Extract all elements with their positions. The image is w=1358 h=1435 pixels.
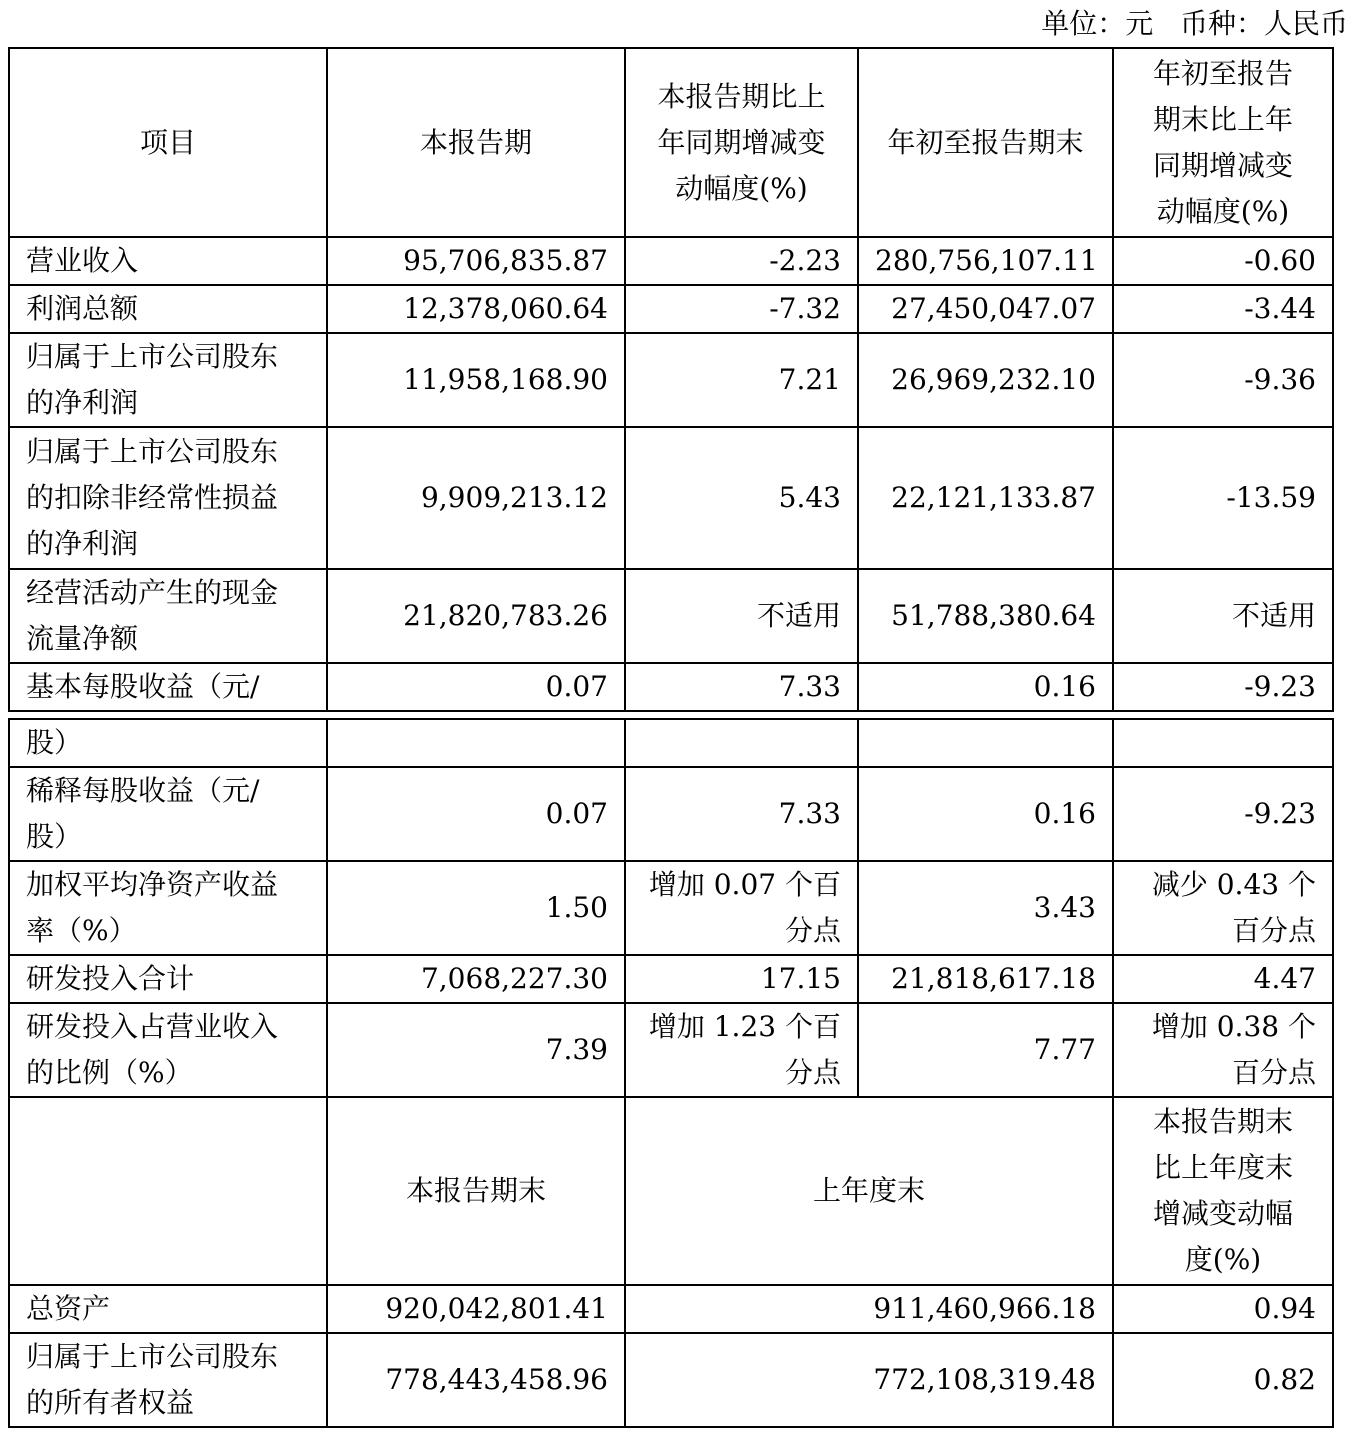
row-last-year-end: 772,108,319.48	[625, 1333, 1113, 1427]
balance-header-period-end: 本报告期末	[327, 1097, 625, 1285]
row-change: 0.82	[1113, 1333, 1333, 1427]
row-item: 加权平均净资产收益 率（%）	[9, 861, 327, 955]
row-item: 归属于上市公司股东 的扣除非经常性损益 的净利润	[9, 427, 327, 569]
header-current-change: 本报告期比上 年同期增减变 动幅度(%)	[625, 48, 858, 237]
row-current: 12,378,060.64	[327, 285, 625, 333]
row-current-change: 增加 1.23 个百 分点	[625, 1003, 858, 1097]
row-ytd: 27,450,047.07	[858, 285, 1113, 333]
table-row	[9, 1333, 1333, 1427]
row-ytd-change: -9.23	[1113, 767, 1333, 861]
row-current-change	[625, 719, 858, 767]
header-current: 本报告期	[327, 48, 625, 237]
row-current-change: 7.21	[625, 333, 858, 427]
row-current: 0.07	[327, 767, 625, 861]
row-current	[327, 719, 625, 767]
row-current-change: 7.33	[625, 767, 858, 861]
row-ytd-change: 4.47	[1113, 955, 1333, 1003]
table-row	[9, 427, 1333, 569]
table-row	[9, 569, 1333, 663]
table-row	[9, 1003, 1333, 1097]
row-period-end: 778,443,458.96	[327, 1333, 625, 1427]
row-item: 研发投入占营业收入 的比例（%）	[9, 1003, 327, 1097]
row-ytd: 3.43	[858, 861, 1113, 955]
row-item: 经营活动产生的现金 流量净额	[9, 569, 327, 663]
row-item: 利润总额	[9, 285, 327, 333]
row-ytd: 21,818,617.18	[858, 955, 1113, 1003]
row-ytd-change: -9.36	[1113, 333, 1333, 427]
table-row	[9, 333, 1333, 427]
row-current: 21,820,783.26	[327, 569, 625, 663]
row-current: 9,909,213.12	[327, 427, 625, 569]
row-ytd	[858, 719, 1113, 767]
row-item: 基本每股收益（元/	[9, 663, 327, 711]
row-ytd-change: -13.59	[1113, 427, 1333, 569]
row-ytd: 280,756,107.11	[858, 237, 1113, 285]
row-ytd-change: 增加 0.38 个 百分点	[1113, 1003, 1333, 1097]
row-ytd-change: -3.44	[1113, 285, 1333, 333]
table-row	[9, 719, 1333, 767]
table-row	[9, 955, 1333, 1003]
balance-header-row	[9, 1097, 1333, 1285]
row-current: 1.50	[327, 861, 625, 955]
row-current-change: -7.32	[625, 285, 858, 333]
balance-header-last-year-end: 上年度末	[625, 1097, 1113, 1285]
row-item: 营业收入	[9, 237, 327, 285]
balance-header-item	[9, 1097, 327, 1285]
table-row	[9, 861, 1333, 955]
header-ytd: 年初至报告期末	[858, 48, 1113, 237]
row-ytd-change: -9.23	[1113, 663, 1333, 711]
row-current-change: 17.15	[625, 955, 858, 1003]
row-current: 7.39	[327, 1003, 625, 1097]
row-item: 研发投入合计	[9, 955, 327, 1003]
row-item: 归属于上市公司股东 的所有者权益	[9, 1333, 327, 1427]
unit-currency-note: 单位：元 币种：人民币	[1041, 7, 1348, 40]
table-row	[9, 237, 1333, 285]
row-period-end: 920,042,801.41	[327, 1285, 625, 1333]
row-ytd: 26,969,232.10	[858, 333, 1113, 427]
row-current-change: 不适用	[625, 569, 858, 663]
row-ytd: 22,121,133.87	[858, 427, 1113, 569]
row-ytd: 0.16	[858, 767, 1113, 861]
row-item: 总资产	[9, 1285, 327, 1333]
row-ytd-change	[1113, 719, 1333, 767]
row-ytd: 51,788,380.64	[858, 569, 1113, 663]
row-item: 稀释每股收益（元/ 股）	[9, 767, 327, 861]
row-current: 95,706,835.87	[327, 237, 625, 285]
row-item: 归属于上市公司股东 的净利润	[9, 333, 327, 427]
row-ytd-change: -0.60	[1113, 237, 1333, 285]
row-ytd-change: 不适用	[1113, 569, 1333, 663]
financial-table-top	[8, 47, 1334, 712]
row-ytd-change: 减少 0.43 个 百分点	[1113, 861, 1333, 955]
table-row	[9, 663, 1333, 711]
header-ytd-change: 年初至报告 期末比上年 同期增减变 动幅度(%)	[1113, 48, 1333, 237]
row-change: 0.94	[1113, 1285, 1333, 1333]
header-item: 项目	[9, 48, 327, 237]
row-current: 7,068,227.30	[327, 955, 625, 1003]
row-last-year-end: 911,460,966.18	[625, 1285, 1113, 1333]
row-current-change: 7.33	[625, 663, 858, 711]
financial-table-bottom	[8, 718, 1334, 1428]
row-ytd: 0.16	[858, 663, 1113, 711]
row-current: 0.07	[327, 663, 625, 711]
balance-header-change: 本报告期末 比上年度末 增减变动幅 度(%)	[1113, 1097, 1333, 1285]
table-row	[9, 1285, 1333, 1333]
row-current-change: 增加 0.07 个百 分点	[625, 861, 858, 955]
table-row	[9, 767, 1333, 861]
row-current-change: 5.43	[625, 427, 858, 569]
table-row	[9, 285, 1333, 333]
row-current-change: -2.23	[625, 237, 858, 285]
row-current: 11,958,168.90	[327, 333, 625, 427]
table-header-row	[9, 48, 1333, 237]
row-ytd: 7.77	[858, 1003, 1113, 1097]
row-item: 股）	[9, 719, 327, 767]
